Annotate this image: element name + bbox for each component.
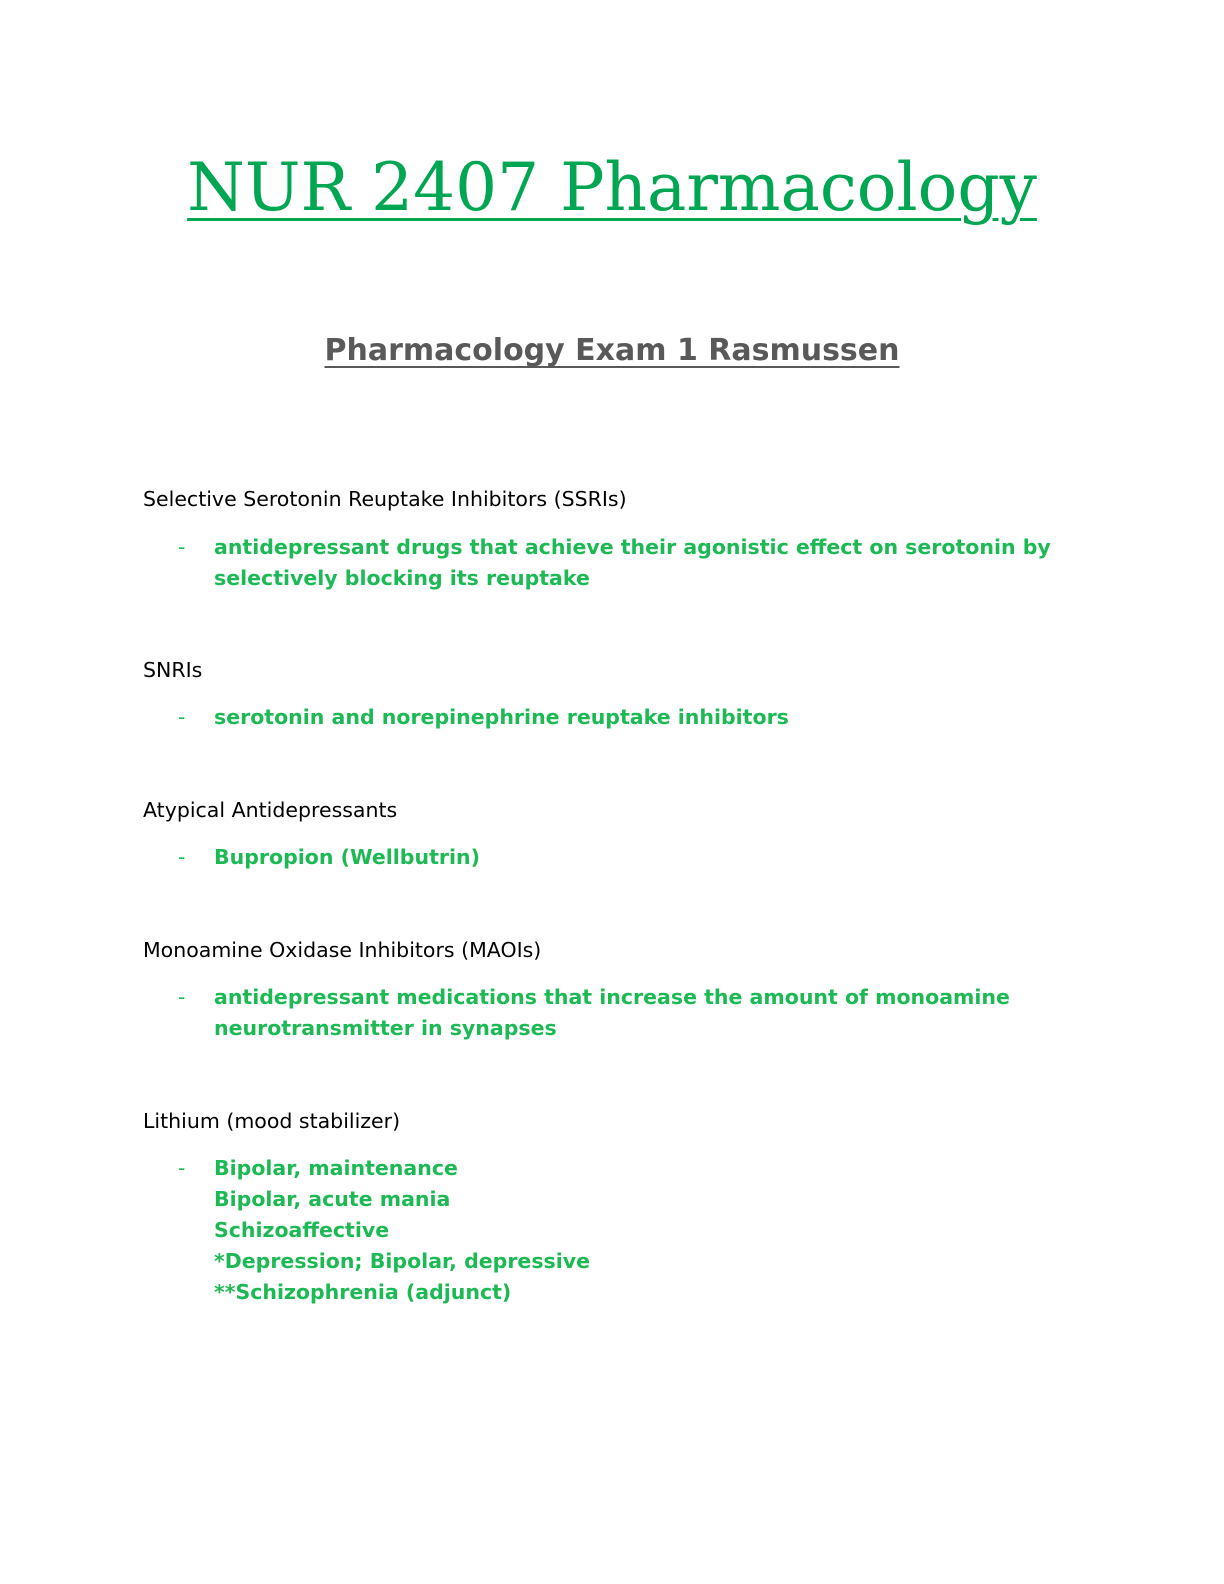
- document-subtitle: [0, 333, 1224, 369]
- description-line: Bupropion (Wellbutrin): [214, 845, 480, 869]
- indication-line: **Schizophrenia (adjunct): [214, 1280, 512, 1304]
- section-heading-lithium: Lithium (mood stabilizer): [143, 1109, 401, 1133]
- section-lithium-indications: [214, 1153, 1034, 1308]
- description-line: antidepressant medications that increase the amount of monoamine: [214, 985, 1010, 1009]
- document-title: [0, 150, 1224, 226]
- section-ssris-description: [214, 532, 1051, 594]
- indication-line: Schizoaffective: [214, 1218, 390, 1242]
- bullet-marker: -: [178, 705, 186, 729]
- section-maois-description: [214, 982, 1034, 1044]
- section-snris-description: [214, 702, 1034, 733]
- description-line: antidepressant drugs that achieve their agonistic effect on serotonin by: [214, 535, 1051, 559]
- indication-line: *Depression; Bipolar, depressive: [214, 1249, 591, 1273]
- description-line: neurotransmitter in synapses: [214, 1016, 557, 1040]
- bullet-marker: -: [178, 535, 186, 559]
- indication-line: Bipolar, acute mania: [214, 1187, 451, 1211]
- section-heading-ssris: Selective Serotonin Reuptake Inhibitors (SSRIs): [143, 487, 627, 511]
- section-atypical-description: [214, 842, 1034, 873]
- description-line: serotonin and norepinephrine reuptake inhibitors: [214, 705, 789, 729]
- bullet-marker: -: [178, 1156, 186, 1180]
- document-subtitle-text: Pharmacology Exam 1 Rasmussen: [324, 333, 900, 368]
- description-line: selectively blocking its reuptake: [214, 566, 590, 590]
- indication-line: Bipolar, maintenance: [214, 1156, 458, 1180]
- section-heading-snris: SNRIs: [143, 658, 203, 682]
- section-heading-atypical-antidepressants: Atypical Antidepressants: [143, 798, 398, 822]
- bullet-marker: -: [178, 845, 186, 869]
- section-heading-maois: Monoamine Oxidase Inhibitors (MAOIs): [143, 938, 542, 962]
- document-title-text: NUR 2407 Pharmacology: [187, 149, 1037, 226]
- bullet-marker: -: [178, 985, 186, 1009]
